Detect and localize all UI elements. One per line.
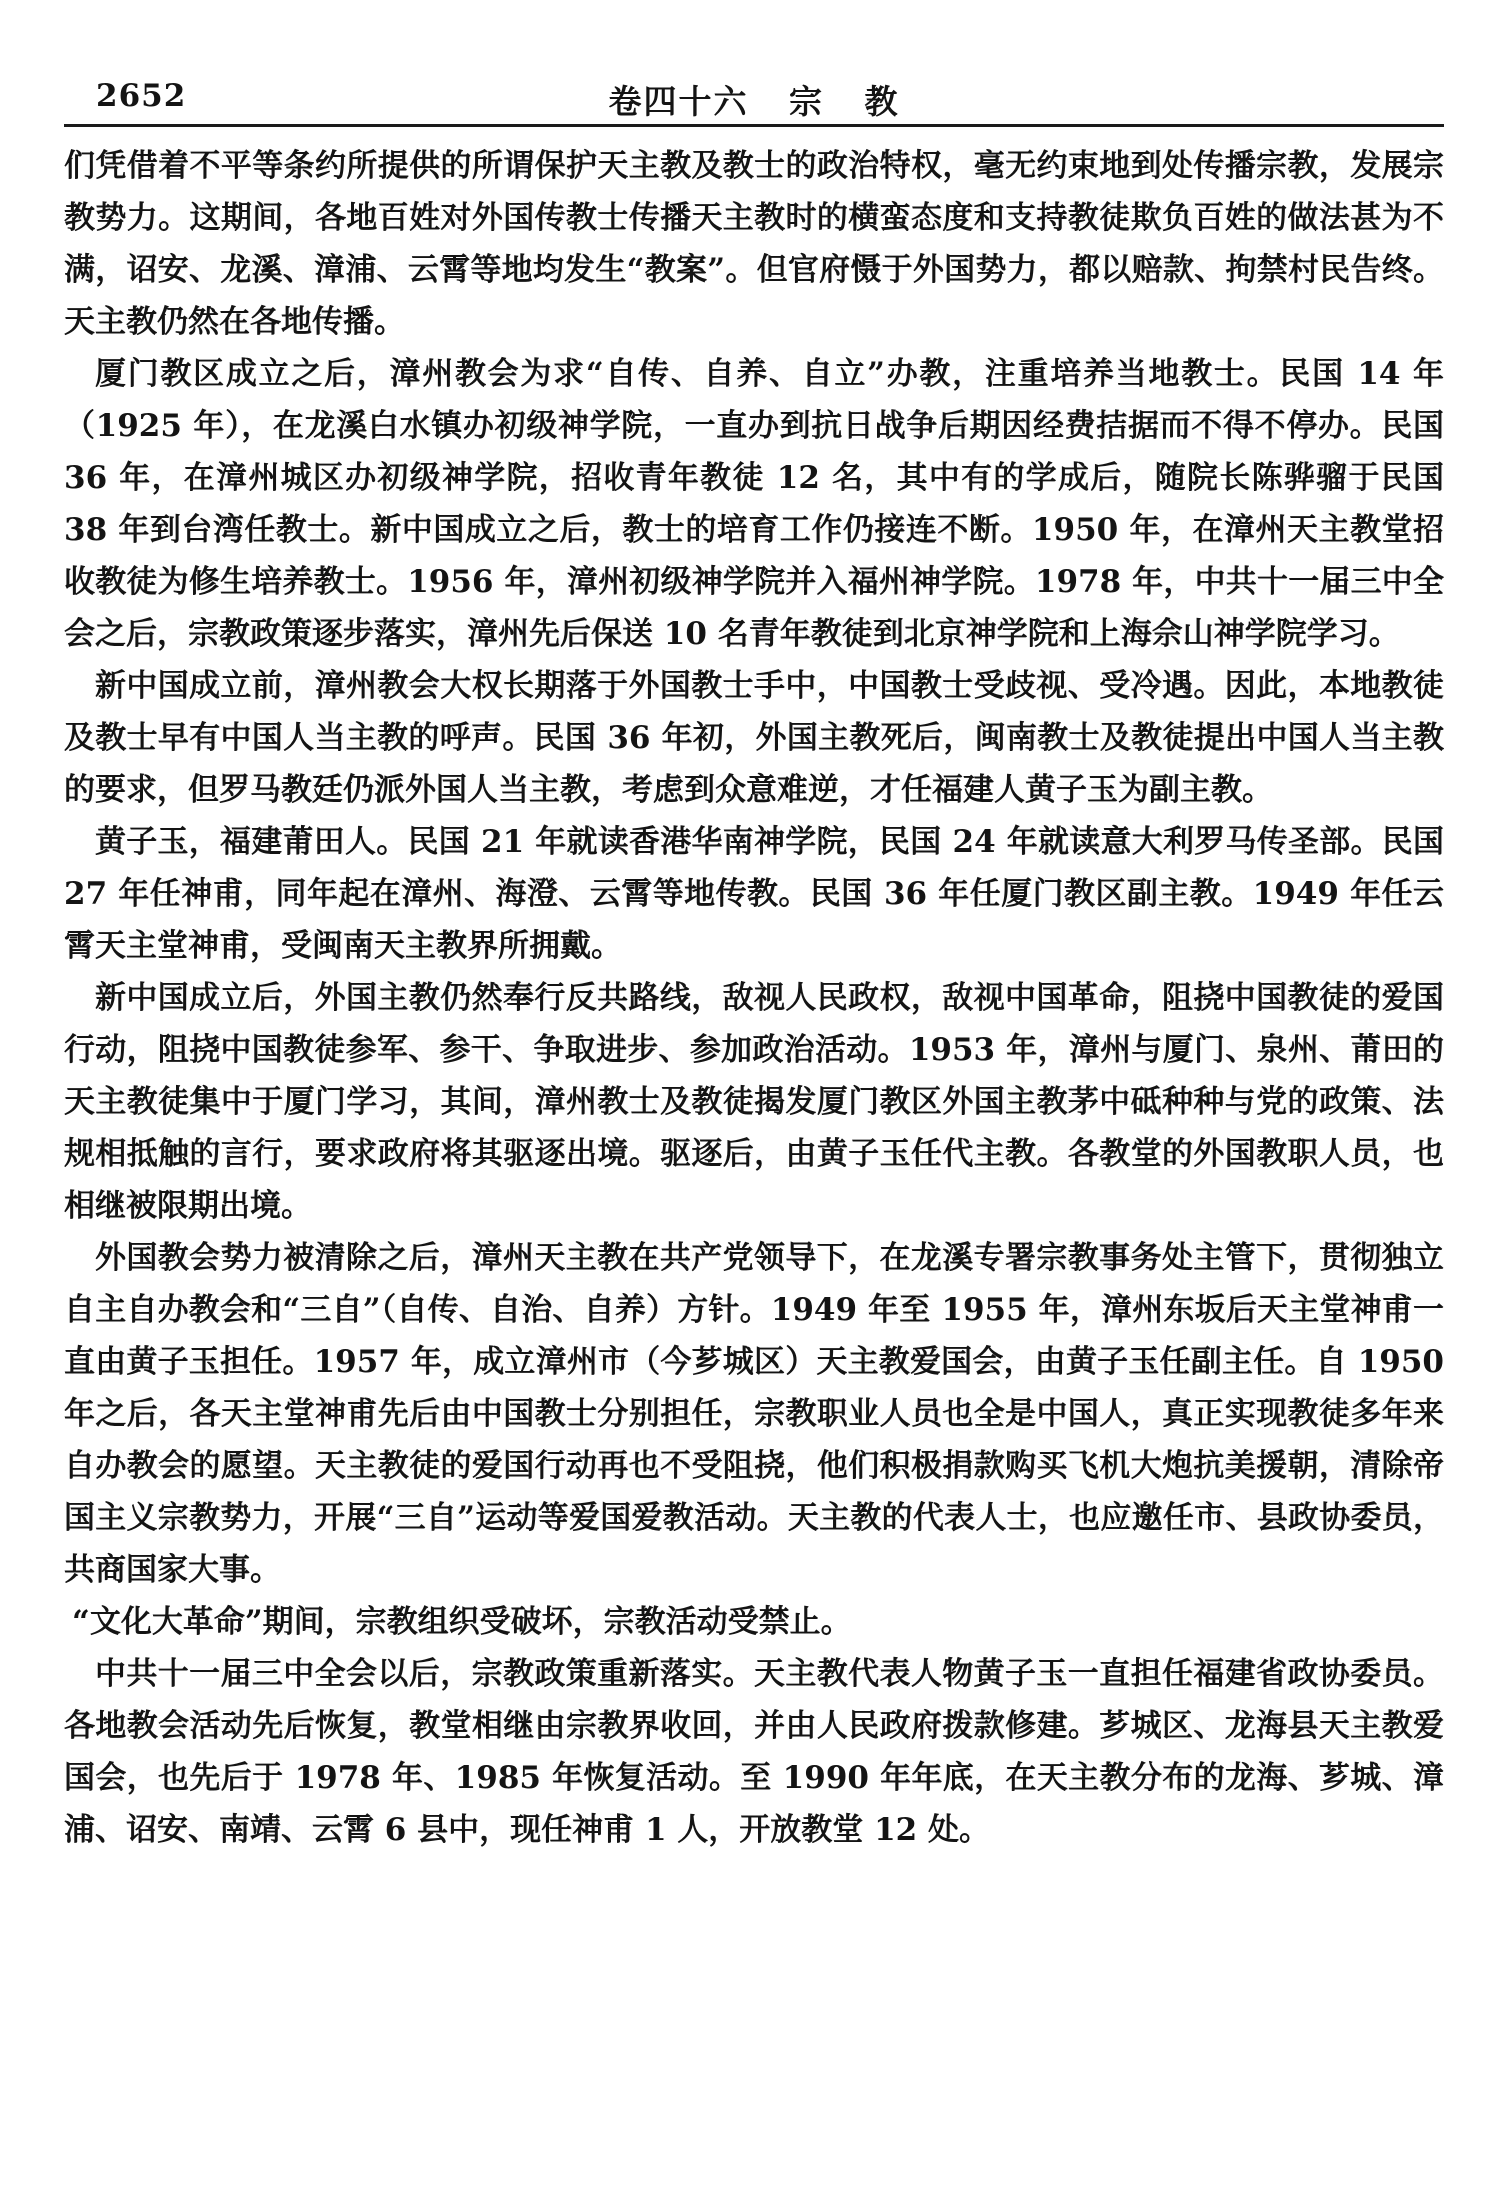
header-rule bbox=[64, 124, 1444, 127]
paragraph: 们凭借着不平等条约所提供的所谓保护天主教及教士的政治特权，毫无约束地到处传播宗教，发展宗教势力。这期间，各地百姓对外国传教士传播天主教时的横蛮态度和支持教徒欺负百姓的做法甚为不满，诏安、龙溪、漳浦、云霄等地均发生“教案”。但官府慑于外国势力，都以赔款、拘禁村民告终。天主教仍然在各地传播。 bbox=[64, 148, 1444, 340]
running-title: 卷四十六 宗 教 bbox=[608, 82, 900, 121]
paragraph: 新中国成立后，外国主教仍然奉行反共路线，敌视人民政权，敌视中国革命，阻挠中国教徒的爱国行动，阻挠中国教徒参军、参干、争取进步、参加政治活动。1953 年，漳州与厦门、泉州、莆田的天主教徒集中于厦门学习，其间，漳州教士及教徒揭发厦门教区外国主教茅中砥种种与党的政策、法规相抵触的言行，要求政府将其驱逐出境。驱逐后，由黄子玉任代主教。各教堂的外国教职人员，也相继被限期出境。 bbox=[64, 980, 1444, 1224]
paragraph: 新中国成立前，漳州教会大权长期落于外国教士手中，中国教士受歧视、受冷遇。因此，本地教徒及教士早有中国人当主教的呼声。民国 36 年初，外国主教死后，闽南教士及教徒提出中国人当主教的要求，但罗马教廷仍派外国人当主教，考虑到众意难逆，才任福建人黄子玉为副主教。 bbox=[64, 668, 1444, 808]
paragraph: 黄子玉，福建莆田人。民国 21 年就读香港华南神学院，民国 24 年就读意大利罗马传圣部。民国 27 年任神甫，同年起在漳州、海澄、云霄等地传教。民国 36 年任厦门教区副主教。1949 年任云霄天主堂神甫，受闽南天主教界所拥戴。 bbox=[64, 824, 1444, 964]
paragraph: 厦门教区成立之后，漳州教会为求“自传、自养、自立”办教，注重培养当地教士。民国 14 年（1925 年），在龙溪白水镇办初级神学院，一直办到抗日战争后期因经费拮据而不得不停办。民国 36 年，在漳州城区办初级神学院，招收青年教徒 12 名，其中有的学成后，随院长陈骅骝于民国 38 年到台湾任教士。新中国成立之后，教士的培育工作仍接连不断。1950 年，在漳州天主教堂招收教徒为修生培养教士。1956 年，漳州初级神学院并入福州神学院。1978 年，中共十一届三中全会之后，宗教政策逐步落实，漳州先后保送 10 名青年教徒到北京神学院和上海佘山神学院学习。 bbox=[64, 356, 1444, 652]
body-text bbox=[64, 140, 1444, 1856]
paragraph: 外国教会势力被清除之后，漳州天主教在共产党领导下，在龙溪专署宗教事务处主管下，贯彻独立自主自办教会和“三自”（自传、自治、自养）方针。1949 年至 1955 年，漳州东坂后天主堂神甫一直由黄子玉担任。1957 年，成立漳州市（今芗城区）天主教爱国会，由黄子玉任副主任。自 1950 年之后，各天主堂神甫先后由中国教士分别担任，宗教职业人员也全是中国人，真正实现教徒多年来自办教会的愿望。天主教徒的爱国行动再也不受阻挠，他们积极捐款购买飞机大炮抗美援朝，清除帝国主义宗教势力，开展“三自”运动等爱国爱教活动。天主教的代表人士，也应邀任市、县政协委员，共商国家大事。 bbox=[64, 1240, 1444, 1588]
page-number: 2652 bbox=[96, 78, 187, 114]
page-header bbox=[64, 70, 1444, 126]
paragraph: “文化大革命”期间，宗教组织受破坏，宗教活动受禁止。 bbox=[72, 1604, 852, 1640]
paragraph: 中共十一届三中全会以后，宗教政策重新落实。天主教代表人物黄子玉一直担任福建省政协委员。各地教会活动先后恢复，教堂相继由宗教界收回，并由人民政府拨款修建。芗城区、龙海县天主教爱国会，也先后于 1978 年、1985 年恢复活动。至 1990 年年底，在天主教分布的龙海、芗城、漳浦、诏安、南靖、云霄 6 县中，现任神甫 1 人，开放教堂 12 处。 bbox=[64, 1656, 1444, 1848]
